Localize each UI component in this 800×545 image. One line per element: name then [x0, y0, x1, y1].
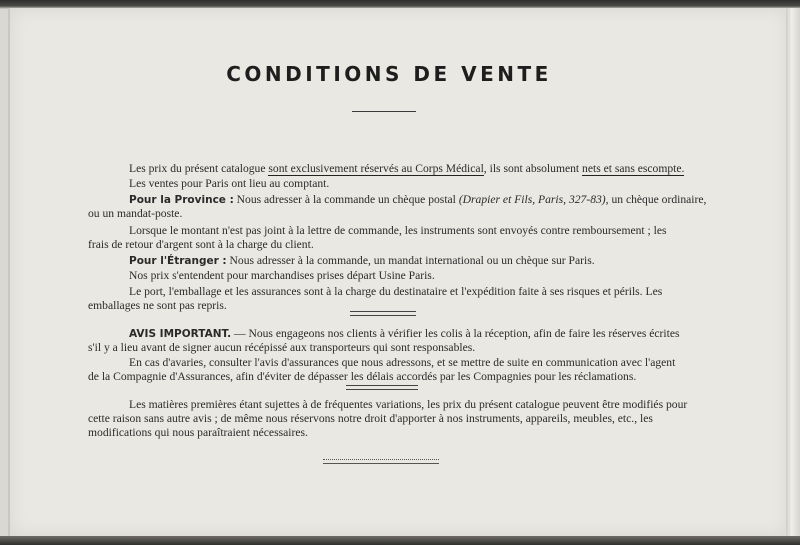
- prices-underlined-medical: sont exclusivement réservés au Corps Médical: [268, 162, 484, 175]
- section-divider-1: [350, 311, 416, 316]
- prices-underlined-net: nets et sans escompte.: [582, 162, 685, 175]
- province-text-b: , un chèque ordinaire,: [605, 193, 707, 206]
- paragraph-avaries-line2: de la Compagnie d'Assurances, afin d'éviter de dépasser les délais accordés par les Compagnies pour les réclamations.: [88, 370, 637, 383]
- paragraph-remboursement-line2: frais de retour d'argent sont à la charge du client.: [88, 238, 314, 251]
- paragraph-paris: Les ventes pour Paris ont lieu au comptant.: [129, 177, 330, 190]
- paragraph-matieres-line3: modifications qui nous paraîtraient nécessaires.: [88, 426, 308, 439]
- paragraph-remboursement: Lorsque le montant n'est pas joint à la lettre de commande, les instruments sont envoyés contre remboursement ; les: [129, 224, 667, 237]
- province-postal-account: (Drapier et Fils, Paris, 327-83): [458, 193, 606, 206]
- etranger-label: Pour l'Étranger :: [129, 255, 227, 267]
- page-title: CONDITIONS DE VENTE: [226, 62, 552, 86]
- paragraph-matieres: Les matières premières étant sujettes à de fréquentes variations, les prix du présent catalogue peuvent être modifiés pour: [129, 398, 688, 411]
- paragraph-province-line2: ou un mandat-poste.: [88, 207, 183, 220]
- paragraph-etranger: [129, 254, 595, 268]
- province-text-a: Nous adresser à la commande un chèque postal: [233, 193, 459, 206]
- etranger-text: Nous adresser à la commande, un mandat international ou un chèque sur Paris.: [226, 254, 595, 267]
- paragraph-avaries: En cas d'avaries, consulter l'avis d'assurances que nous adressons, et se mettre de suite en communication avec l'agent: [129, 356, 676, 369]
- closing-ornament-rule: [323, 459, 439, 464]
- avis-text: — Nous engageons nos clients à vérifier les colis à la réception, afin de faire les réserves écrites: [231, 327, 680, 340]
- paragraph-matieres-line2: cette raison sans autre avis ; de même nous réservons notre droit d'apporter à nos instruments, appareils, meubles, etc., les: [88, 412, 653, 425]
- prices-text-a: Les prix du présent catalogue: [129, 162, 269, 175]
- paragraph-prices: [129, 162, 684, 176]
- page-edge-bottom: [0, 536, 800, 545]
- title-rule: [352, 111, 416, 112]
- paragraph-usine: Nos prix s'entendent pour marchandises prises départ Usine Paris.: [129, 269, 435, 282]
- province-label: Pour la Province :: [129, 194, 234, 206]
- page-edge-right: [786, 8, 800, 545]
- paragraph-province: [129, 193, 706, 207]
- paragraph-avis-line2: s'il y a lieu avant de signer aucun récépissé aux transporteurs qui sont responsables.: [88, 341, 476, 354]
- prices-text-b: , ils sont absolument: [483, 162, 583, 175]
- paragraph-port-line2: emballages ne sont pas repris.: [88, 299, 227, 312]
- paragraph-port: Le port, l'emballage et les assurances sont à la charge du destinataire et l'expédition faite à ses risques et périls. Les: [129, 285, 663, 298]
- section-divider-2: [346, 385, 418, 390]
- paragraph-avis: [129, 327, 680, 341]
- avis-label: AVIS IMPORTANT.: [129, 328, 232, 340]
